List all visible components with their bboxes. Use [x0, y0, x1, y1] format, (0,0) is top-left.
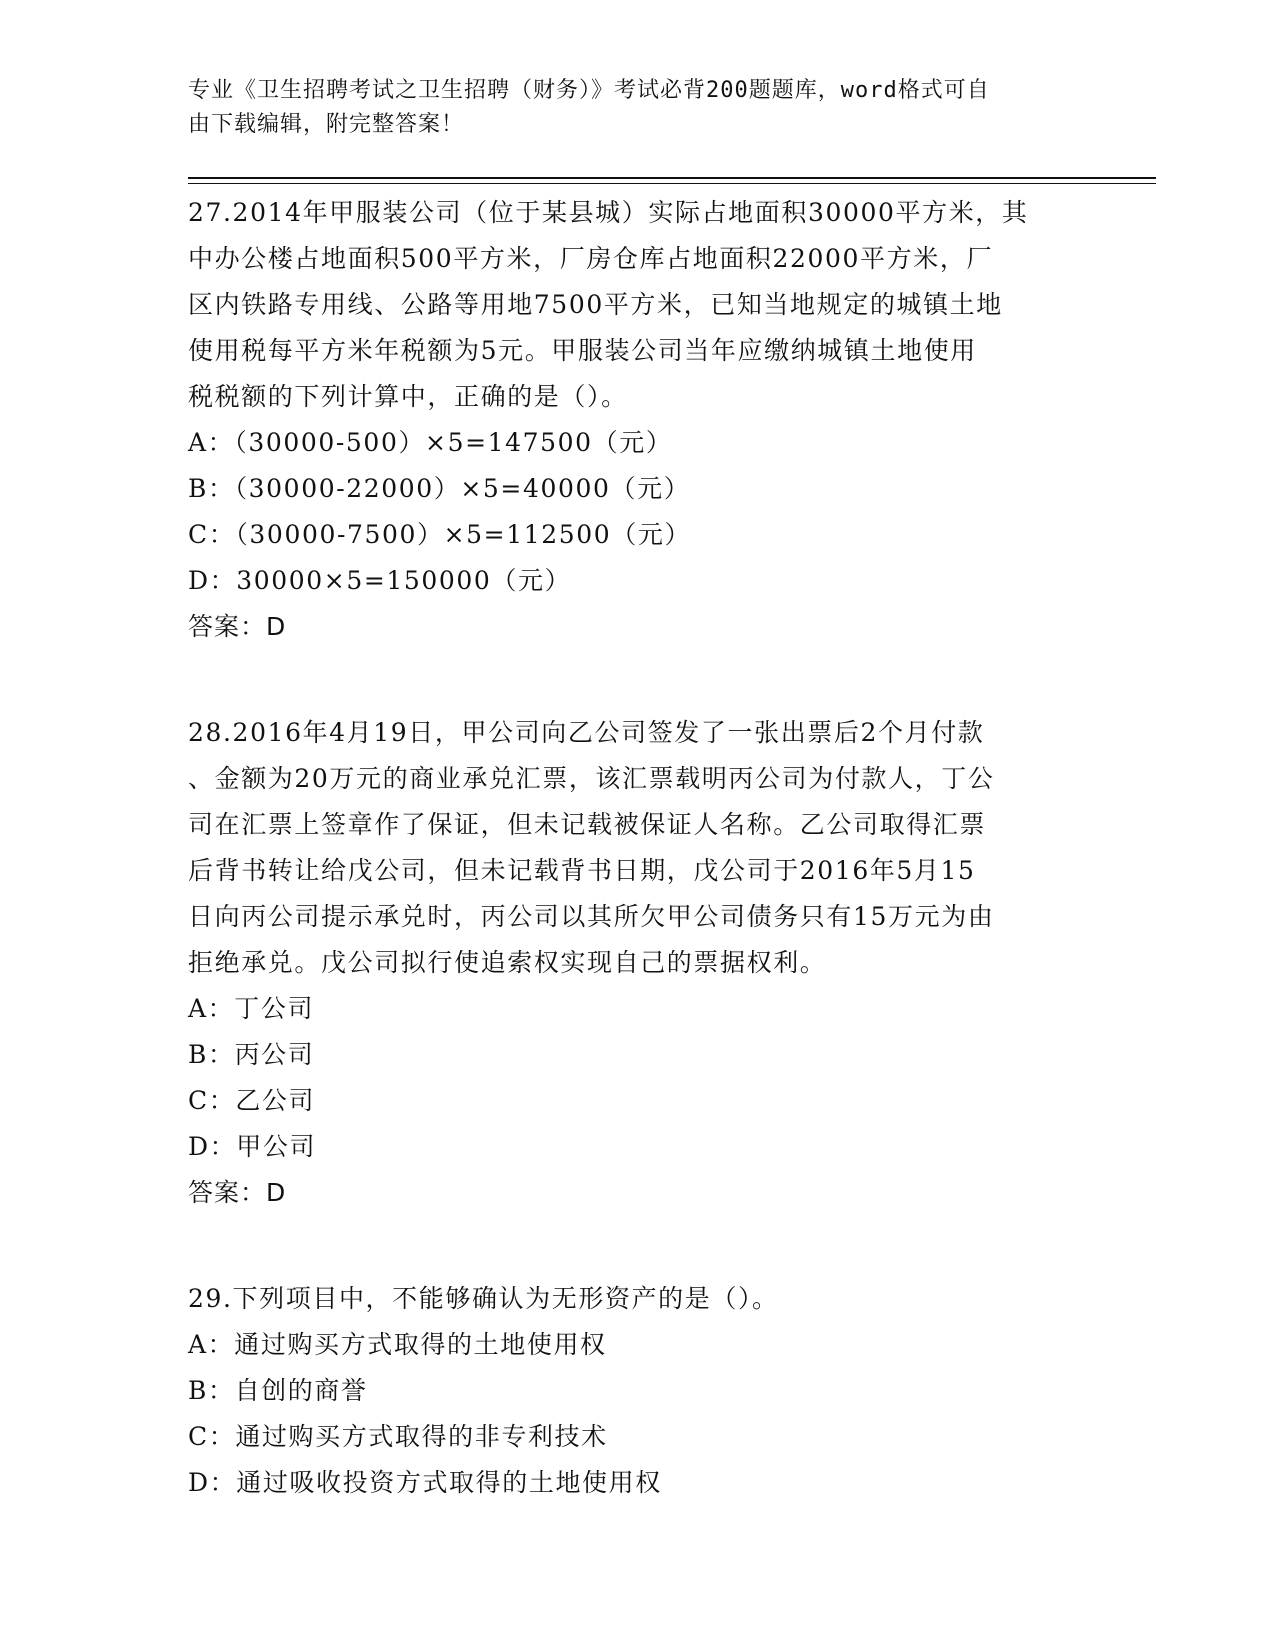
question-line: 中办公楼占地面积500平方米，厂房仓库占地面积22000平方米，厂	[188, 244, 994, 273]
header-divider-thick	[188, 177, 1156, 179]
question-28	[188, 710, 1088, 1216]
option-b: B：自创的商誉	[188, 1376, 368, 1405]
option-d: D：通过吸收投资方式取得的土地使用权	[188, 1468, 662, 1497]
question-line: 税税额的下列计算中，正确的是（）。	[188, 382, 628, 411]
question-line: 28.2016年4月19日，甲公司向乙公司签发了一张出票后2个月付款	[188, 718, 985, 747]
question-line: 拒绝承兑。戊公司拟行使追索权实现自己的票据权利。	[188, 948, 827, 977]
document-header	[188, 74, 1088, 142]
answer: 答案：D	[188, 612, 287, 641]
option-a: A：丁公司	[188, 994, 315, 1023]
header-line-1: 专业《卫生招聘考试之卫生招聘（财务）》考试必背200题题库，word格式可自	[188, 78, 990, 103]
question-line: 司在汇票上签章作了保证，但未记载被保证人名称。乙公司取得汇票	[188, 810, 987, 839]
question-list	[188, 190, 1088, 1506]
header-divider-thin	[188, 183, 1156, 184]
header-line-2: 由下载编辑，附完整答案！	[188, 112, 465, 137]
question-line: 29.下列项目中，不能够确认为无形资产的是（）。	[188, 1284, 779, 1313]
option-d: D：甲公司	[188, 1132, 317, 1161]
option-b: B：（30000-22000）×5=40000（元）	[188, 474, 691, 503]
option-a: A：通过购买方式取得的土地使用权	[188, 1330, 607, 1359]
question-29	[188, 1276, 1088, 1506]
question-27	[188, 190, 1088, 650]
spacer	[188, 1216, 1088, 1276]
option-c: C：通过购买方式取得的非专利技术	[188, 1422, 608, 1451]
answer: 答案：D	[188, 1178, 287, 1207]
option-c: C：乙公司	[188, 1086, 316, 1115]
option-b: B：丙公司	[188, 1040, 315, 1069]
question-line: 27.2014年甲服装公司（位于某县城）实际占地面积30000平方米，其	[188, 198, 1029, 227]
question-line: 使用税每平方米年税额为5元。甲服装公司当年应缴纳城镇土地使用	[188, 336, 977, 365]
option-d: D：30000×5=150000（元）	[188, 566, 572, 595]
spacer	[188, 650, 1088, 710]
question-line: 后背书转让给戊公司，但未记载背书日期，戊公司于2016年5月15	[188, 856, 976, 885]
question-line: 区内铁路专用线、公路等用地7500平方米，已知当地规定的城镇土地	[188, 290, 1003, 319]
option-c: C：（30000-7500）×5=112500（元）	[188, 520, 692, 549]
option-a: A：（30000-500）×5=147500（元）	[188, 428, 673, 457]
question-line: 日向丙公司提示承兑时，丙公司以其所欠甲公司债务只有15万元为由	[188, 902, 995, 931]
question-line: 、金额为20万元的商业承兑汇票，该汇票载明丙公司为付款人，丁公	[188, 764, 995, 793]
